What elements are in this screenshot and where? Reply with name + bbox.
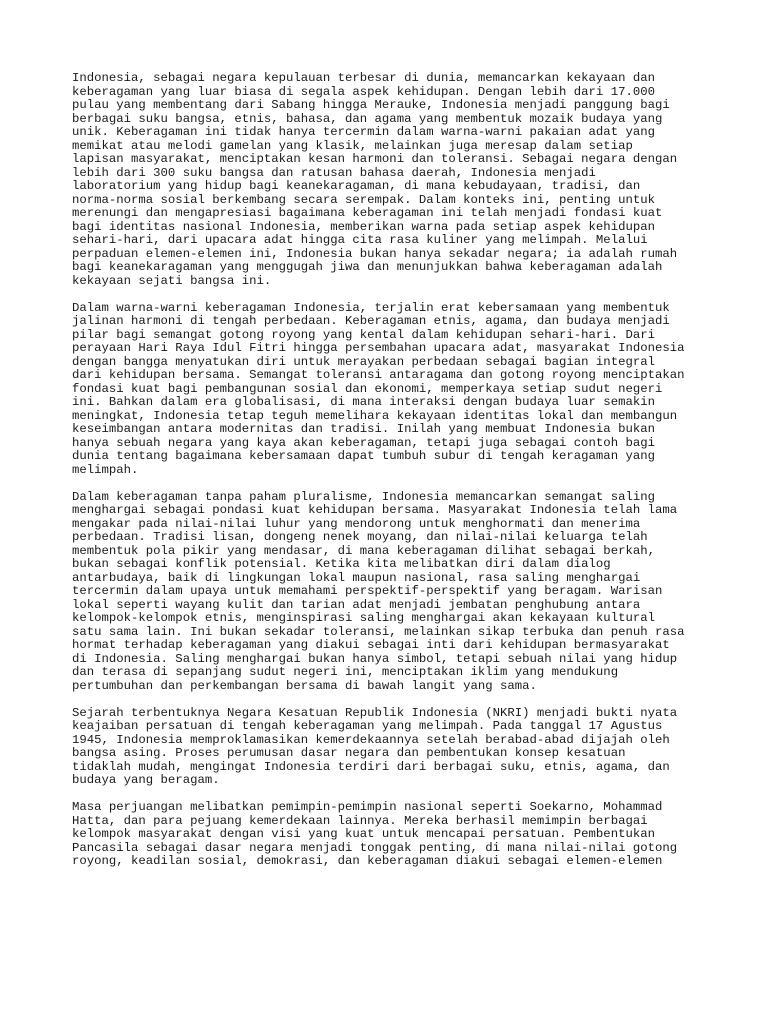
text-line: lebih dari 300 suku bangsa dan ratusan bahasa daerah, Indonesia menjadi <box>72 165 596 180</box>
text-line: sehari-hari, dari upacara adat hingga cita rasa kuliner yang melimpah. Melalui <box>72 233 648 247</box>
text-line: tercermin dalam upaya untuk memahami perspektif-perspektif yang beragam. Warisan <box>72 584 663 598</box>
text-line: budaya yang beragam. <box>72 773 220 787</box>
text-line: keberagaman yang luar biasa di segala aspek kehidupan. Dengan lebih dari 17.000 <box>72 84 655 99</box>
text-line: merenungi dan mengapresiasi bagaimana keberagaman ini telah menjadi fondasi kuat <box>72 206 663 220</box>
document-body <box>72 72 712 882</box>
paragraph-3 <box>72 491 712 694</box>
text-line: berbagai suku bangsa, etnis, bahasa, dan agama yang membentuk mozaik budaya yang <box>72 111 663 126</box>
text-line: laboratorium yang hidup bagi keanekaragaman, di mana kebudayaan, tradisi, dan <box>72 179 641 193</box>
text-line: Dalam warna-warni keberagaman Indonesia, terjalin erat kebersamaan yang membentuk <box>72 300 670 315</box>
text-line: 1945, Indonesia memproklamasikan kemerdekaannya setelah berabad-abad dijajah oleh <box>72 732 670 747</box>
text-line: royong, keadilan sosial, demokrasi, dan keberagaman diakui sebagai elemen-elemen <box>72 854 663 868</box>
text-line: Indonesia, sebagai negara kepulauan terbesar di dunia, memancarkan kekayaan dan <box>72 71 655 85</box>
text-line: kekayaan sejati bangsa ini. <box>72 273 272 288</box>
text-line: fondasi kuat bagi pembangunan sosial dan ekonomi, memperkaya setiap sudut negeri <box>72 381 663 396</box>
text-line: bukan sebagai konflik potensial. Ketika kita melibatkan diri dalam dialog <box>72 557 611 571</box>
text-line: satu sama lain. Ini bukan sekadar toleransi, melainkan sikap terbuka dan penuh rasa <box>72 624 685 639</box>
text-line: dengan bangga menyatukan diri untuk merayakan perbedaan sebagai bagian integral <box>72 354 655 369</box>
text-line: perayaan Hari Raya Idul Fitri hingga persembahan upacara adat, masyarakat Indonesia <box>72 341 685 355</box>
text-line: Pancasila sebagai dasar negara menjadi tonggak penting, di mana nilai-nilai gotong <box>72 840 678 855</box>
text-line: keajaiban persatuan di tengah keberagaman yang melimpah. Pada tanggal 17 Agustus <box>72 719 663 733</box>
text-line: bangsa asing. Proses perumusan dasar negara dan pembentukan konsep kesatuan <box>72 746 626 760</box>
text-line: melimpah. <box>72 462 139 477</box>
text-line: tidaklah mudah, mengingat Indonesia terdiri dari berbagai suku, etnis, agama, dan <box>72 759 670 774</box>
text-line: lokal seperti wayang kulit dan tarian adat menjadi jembatan penghubung antara <box>72 597 641 612</box>
text-line: ini. Bahkan dalam era globalisasi, di mana interaksi dengan budaya luar semakin <box>72 395 655 409</box>
paragraph-1 <box>72 72 712 288</box>
text-line: keseimbangan antara modernitas dan tradisi. Inilah yang membuat Indonesia bukan <box>72 422 655 436</box>
text-line: perpaduan elemen-elemen ini, Indonesia bukan hanya sekadar negara; ia adalah rumah <box>72 246 678 261</box>
text-line: di Indonesia. Saling menghargai bukan hanya simbol, tetapi sebuah nilai yang hidup <box>72 651 678 666</box>
text-line: pilar bagi semangat gotong royong yang kental dalam kehidupan sehari-hari. Dari <box>72 327 655 342</box>
text-line: Dalam keberagaman tanpa paham pluralisme, Indonesia memancarkan semangat saling <box>72 489 655 504</box>
text-line: dan terasa di sepanjang sudut negeri ini, menciptakan iklim yang mendukung <box>72 665 619 679</box>
text-line: memikat atau melodi gamelan yang klasik, melainkan juga meresap dalam setiap <box>72 138 633 153</box>
text-line: Sejarah terbentuknya Negara Kesatuan Republik Indonesia (NKRI) menjadi bukti nyata <box>72 705 678 720</box>
text-line: dari kehidupan bersama. Semangat toleransi antaragama dan gotong royong menciptakan <box>72 368 685 382</box>
text-line: menghargai sebagai pondasi kuat kehidupan bersama. Masyarakat Indonesia telah lama <box>72 503 678 517</box>
text-line: Hatta, dan para pejuang kemerdekaan lainnya. Mereka berhasil memimpin berbagai <box>72 813 648 828</box>
text-line: Masa perjuangan melibatkan pemimpin-pemimpin nasional seperti Soekarno, Mohammad <box>72 800 663 814</box>
text-line: dunia tentang bagaimana kebersamaan dapat tumbuh subur di tengah keragaman yang <box>72 449 655 463</box>
paragraph-4 <box>72 707 712 788</box>
text-line: antarbudaya, baik di lingkungan lokal maupun nasional, rasa saling menghargai <box>72 570 641 585</box>
text-line: kelompok masyarakat dengan visi yang kuat untuk mencapai persatuan. Pembentukan <box>72 827 655 841</box>
text-line: bagi keanekaragaman yang menggugah jiwa dan menunjukkan bahwa keberagaman adalah <box>72 260 663 274</box>
text-line: norma-norma sosial berkembang secara serempak. Dalam konteks ini, penting untuk <box>72 192 655 207</box>
text-line: lapisan masyarakat, menciptakan kesan harmoni dan toleransi. Sebagai negara dengan <box>72 152 678 166</box>
text-line: unik. Keberagaman ini tidak hanya tercermin dalam warna-warni pakaian adat yang <box>72 125 655 139</box>
text-line: pertumbuhan dan perkembangan bersama di bawah langit yang sama. <box>72 678 537 693</box>
text-line: hanya sebuah negara yang kaya akan keberagaman, tetapi juga sebagai contoh bagi <box>72 435 655 450</box>
text-line: mengakar pada nilai-nilai luhur yang mendorong untuk menghormati dan menerima <box>72 516 641 531</box>
paragraph-2 <box>72 302 712 478</box>
text-line: jalinan harmoni di tengah perbedaan. Keberagaman etnis, agama, dan budaya menjadi <box>72 314 670 328</box>
paragraph-5 <box>72 801 712 869</box>
text-line: pulau yang membentang dari Sabang hingga Merauke, Indonesia menjadi panggung bagi <box>72 98 670 112</box>
text-line: membentuk pola pikir yang mendasar, di mana keberagaman dilihat sebagai berkah, <box>72 543 655 558</box>
text-line: kelompok-kelompok etnis, menginspirasi saling menghargai akan kekayaan kultural <box>72 611 655 625</box>
text-line: hormat terhadap keberagaman yang diakui sebagai inti dari kehidupan bermasyarakat <box>72 638 670 652</box>
text-line: bagi identitas nasional Indonesia, memberikan warna pada setiap aspek kehidupan <box>72 219 655 234</box>
text-line: perbedaan. Tradisi lisan, dongeng nenek moyang, dan nilai-nilai keluarga telah <box>72 530 648 544</box>
text-line: meningkat, Indonesia tetap teguh memelihara kekayaan identitas lokal dan membangun <box>72 408 678 423</box>
